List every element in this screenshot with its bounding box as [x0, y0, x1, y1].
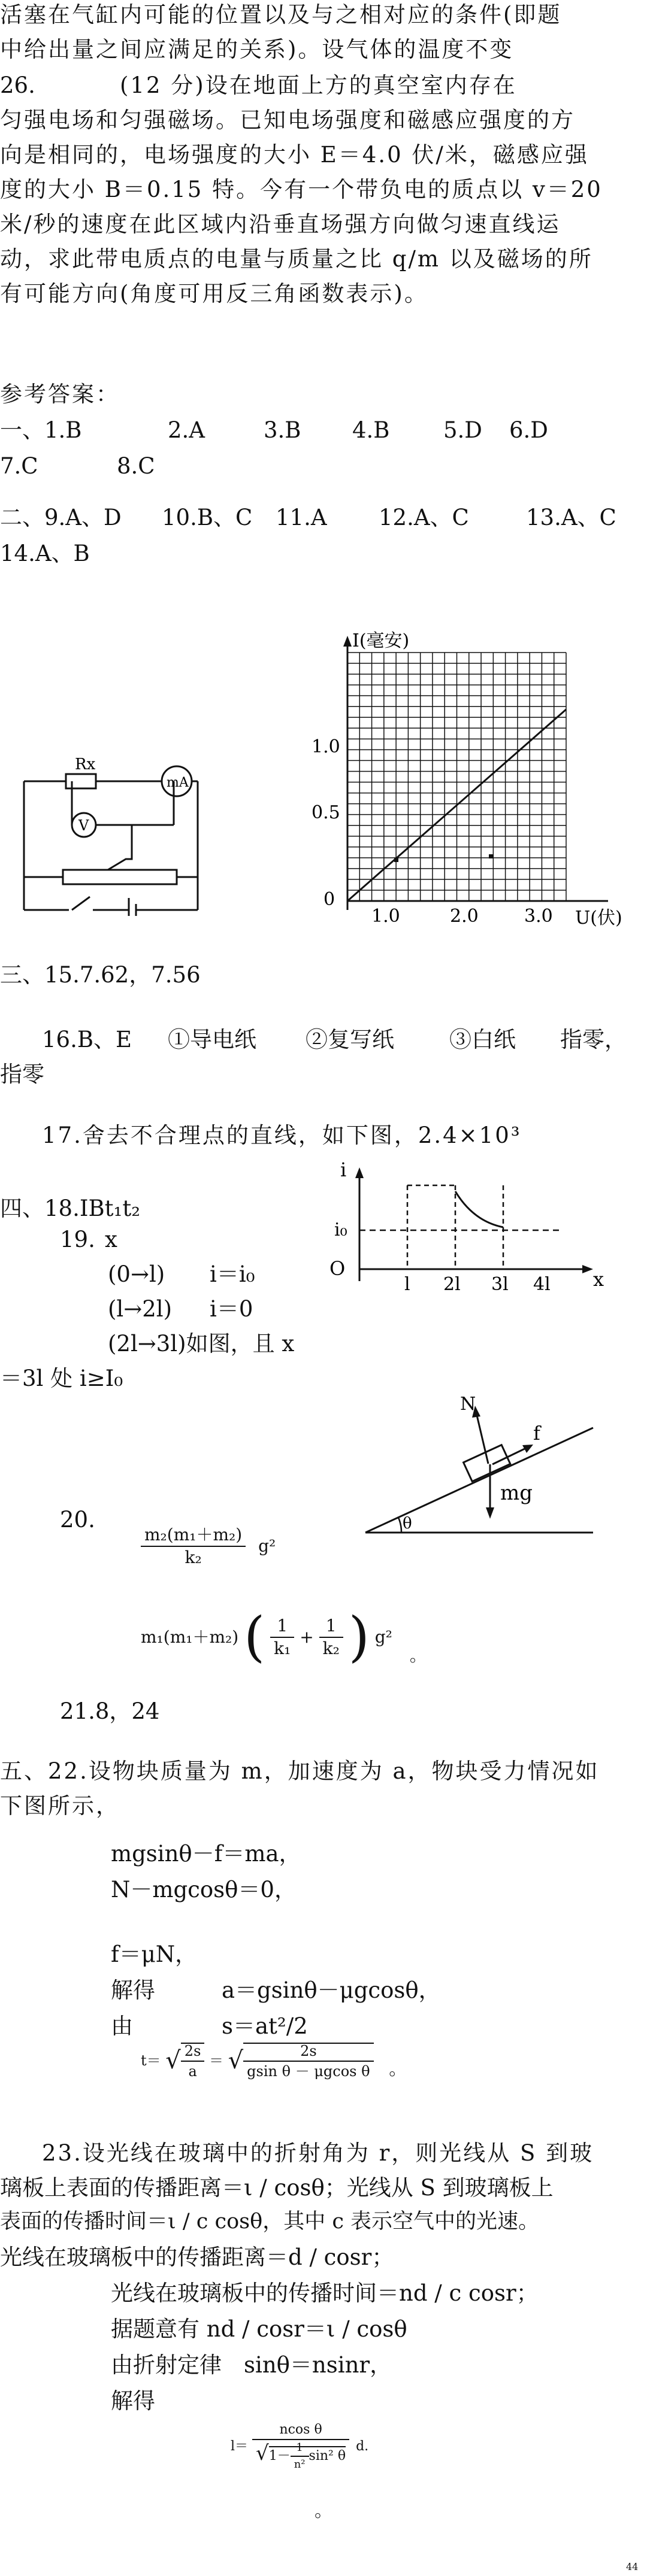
q16-item2: ②复写纸 [306, 1027, 394, 1052]
t-den1: a [188, 2063, 197, 2080]
xtick-2.0: 2.0 [450, 906, 479, 927]
t-formula: t＝ √ $\frac{2s}{a}$ ＝ √ $\frac{2s}{\text{gsin θ － μgcos θ}}$ 。 [141, 2043, 407, 2080]
eq-4: a＝gsinθ－μgcosθ， [222, 1977, 441, 2003]
q16-answer: 16.B、E [42, 1027, 132, 1052]
rx-label: Rx [75, 755, 96, 773]
q16-item1: ①导电纸 [168, 1027, 256, 1052]
q23-line-8: 解得 [111, 2388, 155, 2414]
ma-label: mA [167, 775, 189, 790]
q26-line-7: 有可能方向(角度可用反三角函数表示)。 [0, 281, 428, 307]
f1-tail: g² [258, 1536, 276, 1556]
eq-3: f＝μN， [111, 1941, 198, 1967]
iu-graph [312, 629, 641, 928]
angle-theta: θ [403, 1515, 412, 1533]
sec1-q1: 一、1.B [0, 417, 82, 443]
q19-case2-value: i＝0 [210, 1296, 253, 1322]
f2-b: 1 [319, 1618, 343, 1638]
q23-line-6: 据题意有 nd / cosr＝ι / cosθ [111, 2316, 407, 2342]
q26-line-5: 米/秒的速度在此区域内沿垂直场强方向做匀速直线运 [0, 211, 561, 237]
force-f: f [533, 1422, 540, 1445]
t-num1: 2s [181, 2044, 205, 2062]
sec1-q3: 3.B [264, 417, 301, 443]
t-eq: ＝ [209, 2052, 224, 2069]
q23-line-5: 光线在玻璃板中的传播时间＝nd / c cosr； [111, 2280, 539, 2306]
sec2-q10: 10.B、C [162, 505, 253, 530]
q23-formula: l＝ ncos θ √1－ $\frac{1}{\text{n²}}$ sin² θ d. [231, 2422, 369, 2471]
f-rad-a: 1－ [268, 2448, 291, 2463]
graph-origin: 0 [324, 889, 335, 910]
q20-number: 20. [60, 1507, 95, 1533]
ix-i0-label: i₀ [334, 1219, 347, 1240]
xtick-1.0: 1.0 [371, 906, 400, 927]
f2-plus: + [300, 1627, 314, 1647]
q22-line-2: 下图所示， [0, 1793, 120, 1819]
graph-xlabel: U(伏) [575, 908, 622, 928]
data-point [394, 858, 398, 862]
f-num: ncos θ [252, 2423, 349, 2440]
f-rad-n: 1 [291, 2443, 309, 2457]
q17-answer: 17.舍去不合理点的直线，如下图，2.4×10³ [42, 1122, 522, 1148]
q16-item4-cont: 指零 [0, 1061, 44, 1087]
resistor-rx [66, 774, 96, 788]
q19-case3: (2l→3l)如图，且 x [108, 1331, 295, 1357]
q19-case2-range: (l→2l) [108, 1296, 173, 1322]
q23-line-2: 璃板上表面的传播距离＝ι / cosθ；光线从 S 到玻璃板上 [0, 2175, 554, 2201]
sec1-q5: 5.D [443, 417, 482, 443]
sec1-q4: 4.B [352, 417, 390, 443]
q26-line-2: 匀强电场和匀强磁场。已知电场强度和磁感应强度的方 [0, 107, 575, 133]
f-tail: d. [356, 2439, 369, 2454]
ix-origin: O [329, 1257, 346, 1280]
q15-answer: 三、15.7.62，7.56 [0, 962, 201, 988]
sec1-q7: 7.C [0, 453, 38, 479]
f1-den: k₂ [185, 1548, 202, 1567]
eq-4-label: 解得 [111, 1977, 155, 2003]
q21-answer: 21.8，24 [60, 1698, 160, 1724]
outlier-point [489, 854, 493, 858]
v-label: V [78, 817, 89, 834]
ytick-0.5: 0.5 [312, 802, 340, 823]
eq-1: mgsinθ－f＝ma， [111, 1841, 301, 1867]
eq-5-label: 由 [111, 2013, 133, 2039]
q16-item3: ③白纸 [449, 1027, 516, 1052]
sec2-q14: 14.A、B [0, 541, 90, 566]
q26-line-1: (12 分)设在地面上方的真空室内存在 [120, 72, 517, 98]
page-number: 44 [626, 2561, 639, 2572]
ix-tick-3l: 3l [491, 1274, 509, 1295]
ix-x-label: x [593, 1268, 604, 1291]
sec2-q9: 二、9.A、D [0, 505, 122, 530]
q26-line-3: 向是相同的，电场强度的大小 E＝4.0 伏/米，磁感应强 [0, 142, 589, 168]
f2-bd: k₂ [322, 1639, 340, 1658]
t-period: 。 [389, 2059, 407, 2080]
p25-line-2: 中给出量之间应满足的关系)。设气体的温度不变 [0, 37, 514, 62]
q19-x: x [105, 1227, 117, 1252]
ix-i-label: i [340, 1161, 347, 1181]
t-lhs: t＝ [141, 2052, 161, 2069]
q20-formula-2: m₁(m₁＋m₂) ( $\frac{1}{\text{k₁}}$ + $\frac{1}{\text{k₂}}$ ) g² 。 [141, 1606, 427, 1668]
q26-line-6: 动，求此带电质点的电量与质量之比 q/m 以及磁场的所 [0, 246, 593, 272]
q23-line-7: 由折射定律 sinθ＝nsinr， [111, 2352, 392, 2378]
t-den2: gsin θ － μgcos θ [247, 2063, 370, 2080]
sec2-q13: 13.A、C [526, 505, 616, 530]
f2-ad: k₁ [274, 1639, 291, 1658]
q26-line-4: 度的大小 B＝0.15 特。今有一个带负电的质点以 v＝20 [0, 177, 603, 202]
ix-tick-4l: 4l [533, 1274, 551, 1295]
q16-item4: 指零， [560, 1027, 627, 1052]
sec2-q12: 12.A、C [379, 505, 469, 530]
force-mg: mg [500, 1481, 533, 1505]
eq-2: N－mgcosθ＝0， [111, 1877, 297, 1903]
answers-title: 参考答案： [0, 381, 120, 407]
q20-formula-1 [141, 1527, 276, 1566]
ytick-1.0: 1.0 [312, 736, 340, 757]
f1-num: m₂(m₁＋m₂) [141, 1527, 246, 1547]
q19-number: 19. [60, 1227, 95, 1252]
q19-case1-value: i＝i₀ [210, 1261, 255, 1287]
q26-number: 26. [0, 72, 35, 98]
ix-tick-l: l [404, 1274, 410, 1295]
f-lhs: l＝ [231, 2439, 249, 2454]
q19-case4: ＝3l 处 i≥I₀ [0, 1366, 123, 1391]
f-rad-b: sin² θ [309, 2448, 346, 2463]
f-rad-d: n² [294, 2458, 306, 2471]
p25-line-1: 活塞在气缸内可能的位置以及与之相对应的条件(即题 [0, 2, 562, 28]
switch [72, 897, 90, 910]
q23-period: 。 [315, 2501, 332, 2522]
f2-tail: g² [374, 1627, 392, 1647]
sec1-q6: 6.D [509, 417, 548, 443]
q22-line-1: 五、22.设物块质量为 m，加速度为 a，物块受力情况如 [0, 1758, 600, 1784]
force-N: N [460, 1394, 476, 1415]
f2-pre: m₁(m₁＋m₂) [141, 1627, 239, 1647]
t-num2: 2s [243, 2044, 373, 2062]
q23-line-1: 23.设光线在玻璃中的折射角为 r，则光线从 S 到玻 [42, 2140, 594, 2166]
sec1-q8: 8.C [117, 453, 155, 479]
incline-diagram [353, 1347, 605, 1545]
q19-case1-range: (0→l) [108, 1261, 165, 1287]
q23-line-4: 光线在玻璃板中的传播距离＝d / cosr； [0, 2244, 394, 2270]
graph-ylabel: I(毫安) [352, 630, 410, 651]
ix-tick-2l: 2l [443, 1274, 461, 1295]
sec2-q11: 11.A [276, 505, 327, 530]
rheostat [63, 870, 177, 884]
circuit-diagram [18, 736, 210, 916]
q18-answer: 四、18.IBt₁t₂ [0, 1196, 141, 1221]
sec1-q2: 2.A [168, 417, 205, 443]
q23-line-3: 表面的传播时间＝ι / c cosθ，其中 c 表示空气中的光速。 [0, 2210, 540, 2234]
ix-graph [324, 1161, 611, 1311]
f2-a: 1 [270, 1618, 294, 1638]
f2-period: 。 [409, 1646, 427, 1665]
eq-5: s＝at²/2 [222, 2013, 308, 2039]
xtick-3.0: 3.0 [524, 906, 553, 927]
